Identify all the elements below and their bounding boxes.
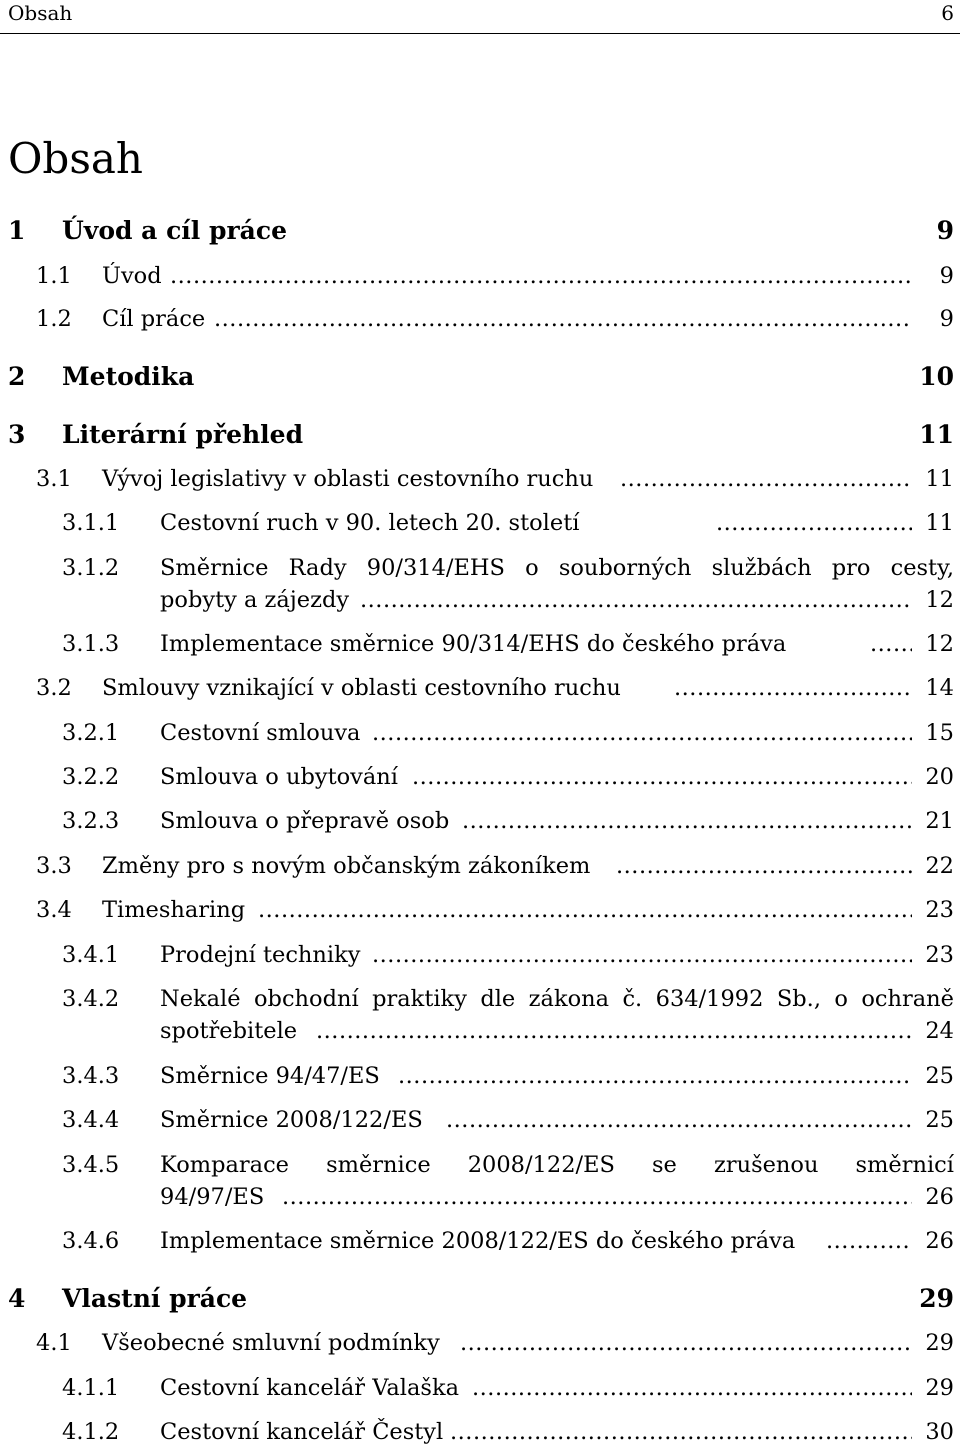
justified-word: 90/314/EHS bbox=[366, 555, 505, 581]
toc-entry-title: Cíl práce bbox=[102, 306, 206, 332]
justified-word: Rady bbox=[288, 555, 347, 581]
toc-entry-title: Metodika bbox=[62, 362, 195, 391]
toc-entry-number: 3.2.3 bbox=[62, 808, 120, 834]
dot-leader bbox=[472, 1373, 912, 1403]
toc-entry-page: 26 bbox=[925, 1184, 954, 1210]
justified-word: zrušenou bbox=[713, 1152, 819, 1178]
toc-entry-page: 14 bbox=[925, 675, 954, 701]
dot-leader bbox=[446, 1105, 912, 1135]
justified-word: cesty, bbox=[890, 555, 954, 581]
justified-word: souborných bbox=[558, 555, 692, 581]
justified-word: 634/1992 bbox=[655, 986, 764, 1012]
toc-entry-title: Prodejní techniky bbox=[160, 942, 361, 968]
toc-entry-title: Vlastní práce bbox=[62, 1284, 248, 1313]
toc-entry-page: 11 bbox=[925, 510, 954, 536]
toc-entry-number: 3.4.5 bbox=[62, 1152, 120, 1178]
dot-leader bbox=[674, 673, 912, 703]
dot-leader bbox=[170, 261, 912, 291]
toc-entry-number: 3.4.3 bbox=[62, 1063, 120, 1089]
toc-entry-number: 3.4.1 bbox=[62, 942, 120, 968]
dot-leader bbox=[616, 851, 912, 881]
justified-word: směrnicí bbox=[855, 1152, 954, 1178]
toc-entry-page: 21 bbox=[925, 808, 954, 834]
toc-entry-number: 3.4.4 bbox=[62, 1107, 120, 1133]
dot-leader bbox=[462, 806, 912, 836]
dot-leader bbox=[412, 762, 912, 792]
toc-entry-page: 11 bbox=[925, 466, 954, 492]
toc-entry-title: Cestovní kancelář Čestyl bbox=[160, 1419, 444, 1445]
toc-entry-title-line1 bbox=[160, 553, 954, 583]
justified-word: se bbox=[652, 1152, 677, 1178]
toc-entry-number: 4.1.1 bbox=[62, 1375, 120, 1401]
toc-entry-title: Úvod a cíl práce bbox=[62, 216, 287, 245]
toc-entry-title: Implementace směrnice 2008/122/ES do českého práva bbox=[160, 1228, 796, 1254]
toc-entry-number: 3.1 bbox=[36, 466, 72, 492]
toc-entry-title: Změny pro s novým občanským zákoníkem bbox=[102, 853, 591, 879]
dot-leader bbox=[826, 1226, 912, 1256]
dot-leader bbox=[360, 585, 912, 615]
toc-entry-number: 3.2 bbox=[36, 675, 72, 701]
toc-entry-number: 3.2.2 bbox=[62, 764, 120, 790]
dot-leader bbox=[282, 1182, 912, 1212]
dot-leader bbox=[316, 1016, 912, 1046]
justified-word: č. bbox=[622, 986, 643, 1012]
justified-word: ochraně bbox=[861, 986, 954, 1012]
toc-entry-page: 24 bbox=[925, 1018, 954, 1044]
toc-entry-title: Implementace směrnice 90/314/EHS do českého práva bbox=[160, 631, 787, 657]
toc-entry-page: 29 bbox=[919, 1284, 954, 1313]
toc-entry-title: Smlouva o přepravě osob bbox=[160, 808, 450, 834]
toc-entry-page: 30 bbox=[925, 1419, 954, 1445]
toc-entry-page: 23 bbox=[925, 897, 954, 923]
dot-leader bbox=[258, 895, 912, 925]
toc-entry-number: 4.1 bbox=[36, 1330, 72, 1356]
dot-leader bbox=[460, 1328, 912, 1358]
toc-entry-number: 3.2.1 bbox=[62, 720, 120, 746]
toc-entry-number: 3.1.3 bbox=[62, 631, 120, 657]
toc-entry-page: 29 bbox=[925, 1375, 954, 1401]
dot-leader bbox=[870, 629, 912, 659]
toc-entry-title-line2: spotřebitele bbox=[160, 1018, 298, 1044]
toc-entry-title-line1 bbox=[160, 984, 954, 1014]
toc-entry-title: Úvod bbox=[102, 263, 162, 289]
justified-word: službách bbox=[711, 555, 812, 581]
toc-entry-page: 10 bbox=[919, 362, 954, 391]
toc-entry-number: 4.1.2 bbox=[62, 1419, 120, 1445]
toc-entry-title: Cestovní kancelář Valaška bbox=[160, 1375, 459, 1401]
justified-word: zákona bbox=[528, 986, 610, 1012]
page-title: Obsah bbox=[8, 134, 143, 183]
toc-entry-title-line1 bbox=[160, 1150, 954, 1180]
toc-entry-page: 23 bbox=[925, 942, 954, 968]
toc-entry-number: 3.1.1 bbox=[62, 510, 120, 536]
justified-word: směrnice bbox=[326, 1152, 431, 1178]
toc-entry-page: 9 bbox=[936, 216, 954, 245]
toc-entry-page: 25 bbox=[925, 1107, 954, 1133]
justified-word: Komparace bbox=[160, 1152, 289, 1178]
toc-entry-number: 1.1 bbox=[36, 263, 72, 289]
running-header-section: Obsah bbox=[8, 1, 73, 25]
toc-entry-number: 3 bbox=[8, 420, 26, 449]
toc-entry-title: Smlouva o ubytování bbox=[160, 764, 398, 790]
toc-entry-page: 26 bbox=[925, 1228, 954, 1254]
justified-word: 2008/122/ES bbox=[467, 1152, 615, 1178]
toc-entry-page: 29 bbox=[925, 1330, 954, 1356]
toc-entry-number: 1.2 bbox=[36, 306, 72, 332]
toc-entry-page: 15 bbox=[925, 720, 954, 746]
dot-leader bbox=[214, 304, 912, 334]
toc-entry-title: Literární přehled bbox=[62, 420, 304, 449]
toc-entry-page: 11 bbox=[919, 420, 954, 449]
toc-entry-title: Smlouvy vznikající v oblasti cestovního ruchu bbox=[102, 675, 621, 701]
justified-word: praktiky bbox=[372, 986, 467, 1012]
toc-entry-title: Cestovní smlouva bbox=[160, 720, 361, 746]
dot-leader bbox=[372, 940, 912, 970]
dot-leader bbox=[398, 1061, 912, 1091]
justified-word: Sb., bbox=[776, 986, 821, 1012]
running-header-page-number: 6 bbox=[941, 1, 954, 25]
toc-entry-number: 3.4.2 bbox=[62, 986, 120, 1012]
toc-entry-title-line2: 94/97/ES bbox=[160, 1184, 265, 1210]
toc-entry-page: 22 bbox=[925, 853, 954, 879]
justified-word: Nekalé bbox=[160, 986, 241, 1012]
toc-entry-number: 3.1.2 bbox=[62, 555, 120, 581]
toc-entry-title: Vývoj legislativy v oblasti cestovního ruchu bbox=[102, 466, 594, 492]
toc-entry-number: 4 bbox=[8, 1284, 26, 1313]
dot-leader bbox=[372, 718, 912, 748]
justified-word: o bbox=[525, 555, 539, 581]
toc-entry-page: 9 bbox=[939, 263, 954, 289]
toc-entry-title: Směrnice 2008/122/ES bbox=[160, 1107, 423, 1133]
toc-entry-page: 12 bbox=[925, 631, 954, 657]
dot-leader bbox=[450, 1417, 912, 1447]
toc-entry-number: 1 bbox=[8, 216, 26, 245]
toc-entry-number: 3.3 bbox=[36, 853, 72, 879]
dot-leader bbox=[620, 464, 912, 494]
justified-word: pro bbox=[831, 555, 871, 581]
justified-word: obchodní bbox=[254, 986, 359, 1012]
toc-entry-title: Timesharing bbox=[102, 897, 246, 923]
toc-entry-number: 3.4.6 bbox=[62, 1228, 120, 1254]
toc-entry-page: 9 bbox=[939, 306, 954, 332]
toc-entry-title: Všeobecné smluvní podmínky bbox=[102, 1330, 440, 1356]
toc-entry-number: 3.4 bbox=[36, 897, 72, 923]
toc-entry-title: Směrnice 94/47/ES bbox=[160, 1063, 380, 1089]
toc-entry-title: Cestovní ruch v 90. letech 20. století bbox=[160, 510, 580, 536]
justified-word: dle bbox=[480, 986, 516, 1012]
toc-entry-page: 12 bbox=[925, 587, 954, 613]
toc-entry-title-line2: pobyty a zájezdy bbox=[160, 587, 350, 613]
toc-entry-page: 25 bbox=[925, 1063, 954, 1089]
dot-leader bbox=[716, 508, 912, 538]
toc-entry-number: 2 bbox=[8, 362, 26, 391]
justified-word: o bbox=[834, 986, 848, 1012]
toc-entry-page: 20 bbox=[925, 764, 954, 790]
justified-word: Směrnice bbox=[160, 555, 269, 581]
